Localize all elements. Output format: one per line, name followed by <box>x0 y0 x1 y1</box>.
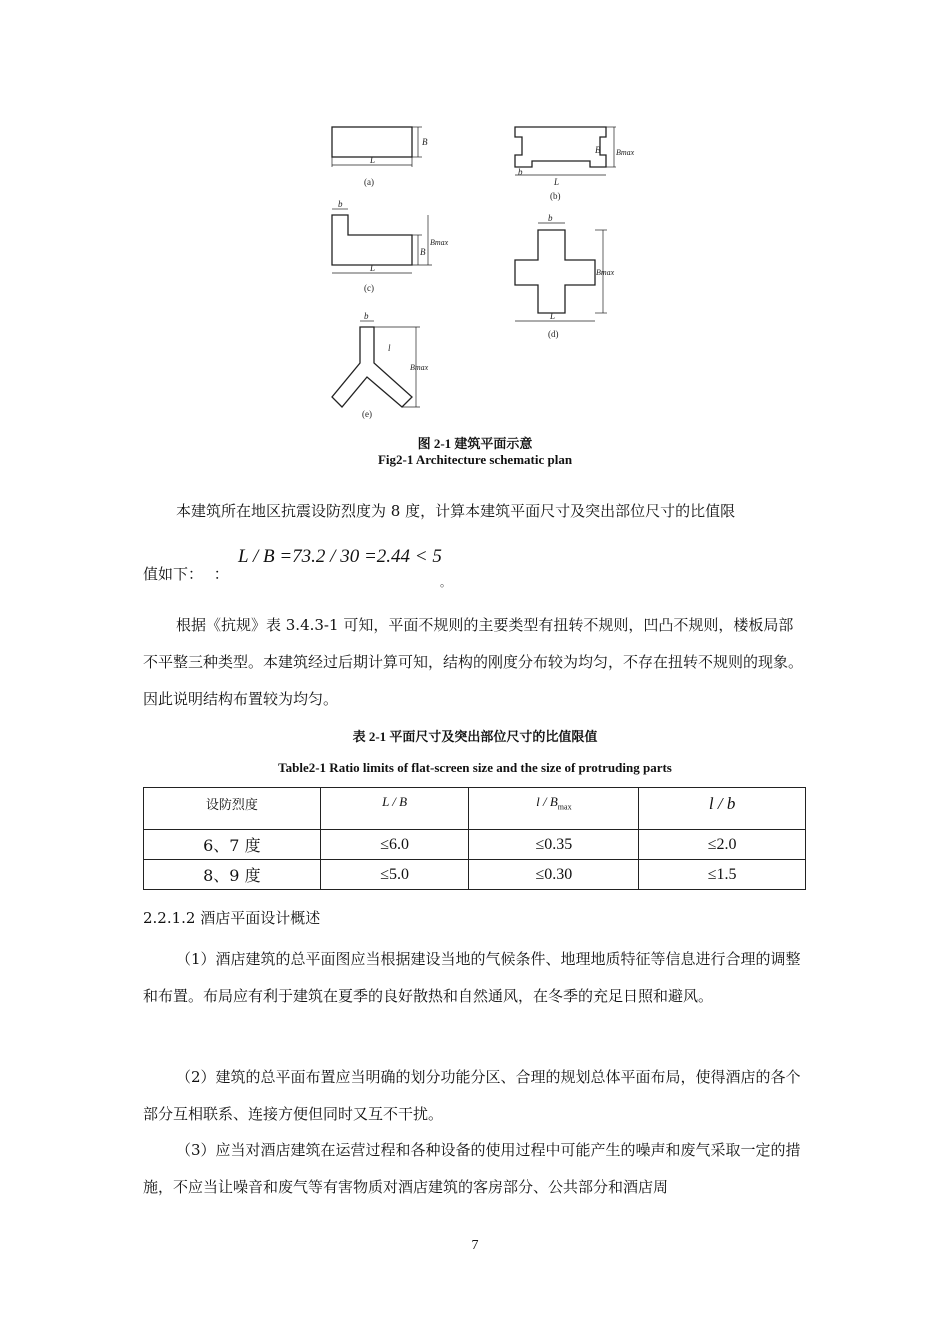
shape-e-b-label: b <box>364 311 369 321</box>
item-2: （2）建筑的总平面布置应当明确的划分功能分区、合理的规划总体平面布局，使得酒店的各个部分互相联系、连接方便但同时又互不干扰。 <box>143 1068 801 1123</box>
formula-period: 。 <box>440 576 451 589</box>
cell-L-over-B: ≤5.0 <box>320 860 469 890</box>
shape-e-l-label: l <box>388 343 391 353</box>
figure-caption-cn: 图 2-1 建筑平面示意 <box>417 436 533 451</box>
shape-b-B-label: B <box>595 145 601 155</box>
figure-caption-en: Fig2-1 Architecture schematic plan <box>377 452 573 467</box>
shape-b-b-label: b <box>518 167 523 177</box>
table-caption-cn: 表 2-1 平面尺寸及突出部位尺寸的比值限值 <box>352 729 598 744</box>
ratio-limits-table <box>143 787 806 890</box>
cell-intensity: 8、9 度 <box>144 860 321 890</box>
paragraph-2: 根据《抗规》表 3.4.3-1 可知，平面不规则的主要类型有扭转不规则，凹凸不规则，楼板局部不平整三种类型。本建筑经过后期计算可知，结构的刚度分布较为均匀，不存在扭转不规则的现象。因此说明结构布置较为均匀。 <box>143 616 804 708</box>
header-intensity: 设防烈度 <box>144 788 321 830</box>
plan-shapes-drawing <box>310 115 640 430</box>
cell-l-over-Bmax: ≤0.35 <box>469 830 639 860</box>
shape-d-L-label: L <box>550 311 556 321</box>
item-3: （3）应当对酒店建筑在运营过程和各种设备的使用过程中可能产生的噪声和废气采取一定的措施，不应当让噪音和废气等有害物质对酒店建筑的客房部分、公共部分和酒店周 <box>143 1141 801 1196</box>
page-number: 7 <box>471 1238 479 1253</box>
paragraph-1-line1: 本建筑所在地区抗震设防烈度为 8 度，计算本建筑平面尺寸及突出部位尺寸的比值限 <box>176 502 736 520</box>
shape-b-caption: (b) <box>550 191 561 201</box>
header-l-over-b: l / b <box>639 788 806 830</box>
cell-L-over-B: ≤6.0 <box>320 830 469 860</box>
cell-l-over-Bmax: ≤0.30 <box>469 860 639 890</box>
shape-d-Bmax-label: Bmax <box>596 268 615 277</box>
table-row <box>144 860 806 890</box>
cell-intensity: 6、7 度 <box>144 830 321 860</box>
shape-c-b-label: b <box>338 199 343 209</box>
shape-c-L-label: L <box>370 263 376 273</box>
shape-b-L-label: L <box>554 177 560 187</box>
header-l-over-B-text: l / B <box>536 794 558 809</box>
cell-l-over-b: ≤2.0 <box>639 830 806 860</box>
header-l-over-Bmax <box>469 788 639 830</box>
shape-b-Bmax-label: Bmax <box>616 148 635 157</box>
table-header-row <box>144 788 806 830</box>
section-heading: 2.2.1.2 酒店平面设计概述 <box>143 909 321 927</box>
shape-c-B-label: B <box>420 247 426 257</box>
architecture-schematic-figure <box>310 115 640 430</box>
paragraph-1-colon: ： <box>213 565 229 583</box>
header-max-subscript: max <box>557 802 572 812</box>
shape-e-Bmax-label: Bmax <box>410 363 429 372</box>
ratio-formula: L / B =73.2 / 30 =2.44 < 5 <box>238 546 442 567</box>
shape-a-caption: (a) <box>364 177 374 187</box>
shape-b-i-shape <box>515 127 635 201</box>
shape-d-caption: (d) <box>548 329 559 339</box>
table-row <box>144 830 806 860</box>
item-1: （1）酒店建筑的总平面图应当根据建设当地的气候条件、地理地质特征等信息进行合理的调整和布置。布局应有利于建筑在夏季的良好散热和自然通风，在冬季的充足日照和避风。 <box>143 950 801 1005</box>
cell-l-over-b: ≤1.5 <box>639 860 806 890</box>
paragraph-1-prefix: 值如下： <box>143 565 204 583</box>
shape-d-b-label: b <box>548 213 553 223</box>
shape-a-B-label: B <box>422 137 428 147</box>
table-caption-en: Table2-1 Ratio limits of flat-screen size and the size of protruding parts <box>278 760 672 775</box>
shape-e-caption: (e) <box>362 409 372 419</box>
shape-d-cross <box>515 213 615 339</box>
header-L-over-B: L / B <box>320 788 469 830</box>
shape-a-rectangle <box>332 127 428 187</box>
shape-c-Bmax-label: Bmax <box>430 238 449 247</box>
shape-c-l-shape <box>332 199 449 293</box>
shape-e-y-shape <box>332 311 429 419</box>
shape-c-caption: (c) <box>364 283 374 293</box>
shape-a-L-label: L <box>370 155 376 165</box>
paragraph-1-line2 <box>143 563 229 584</box>
